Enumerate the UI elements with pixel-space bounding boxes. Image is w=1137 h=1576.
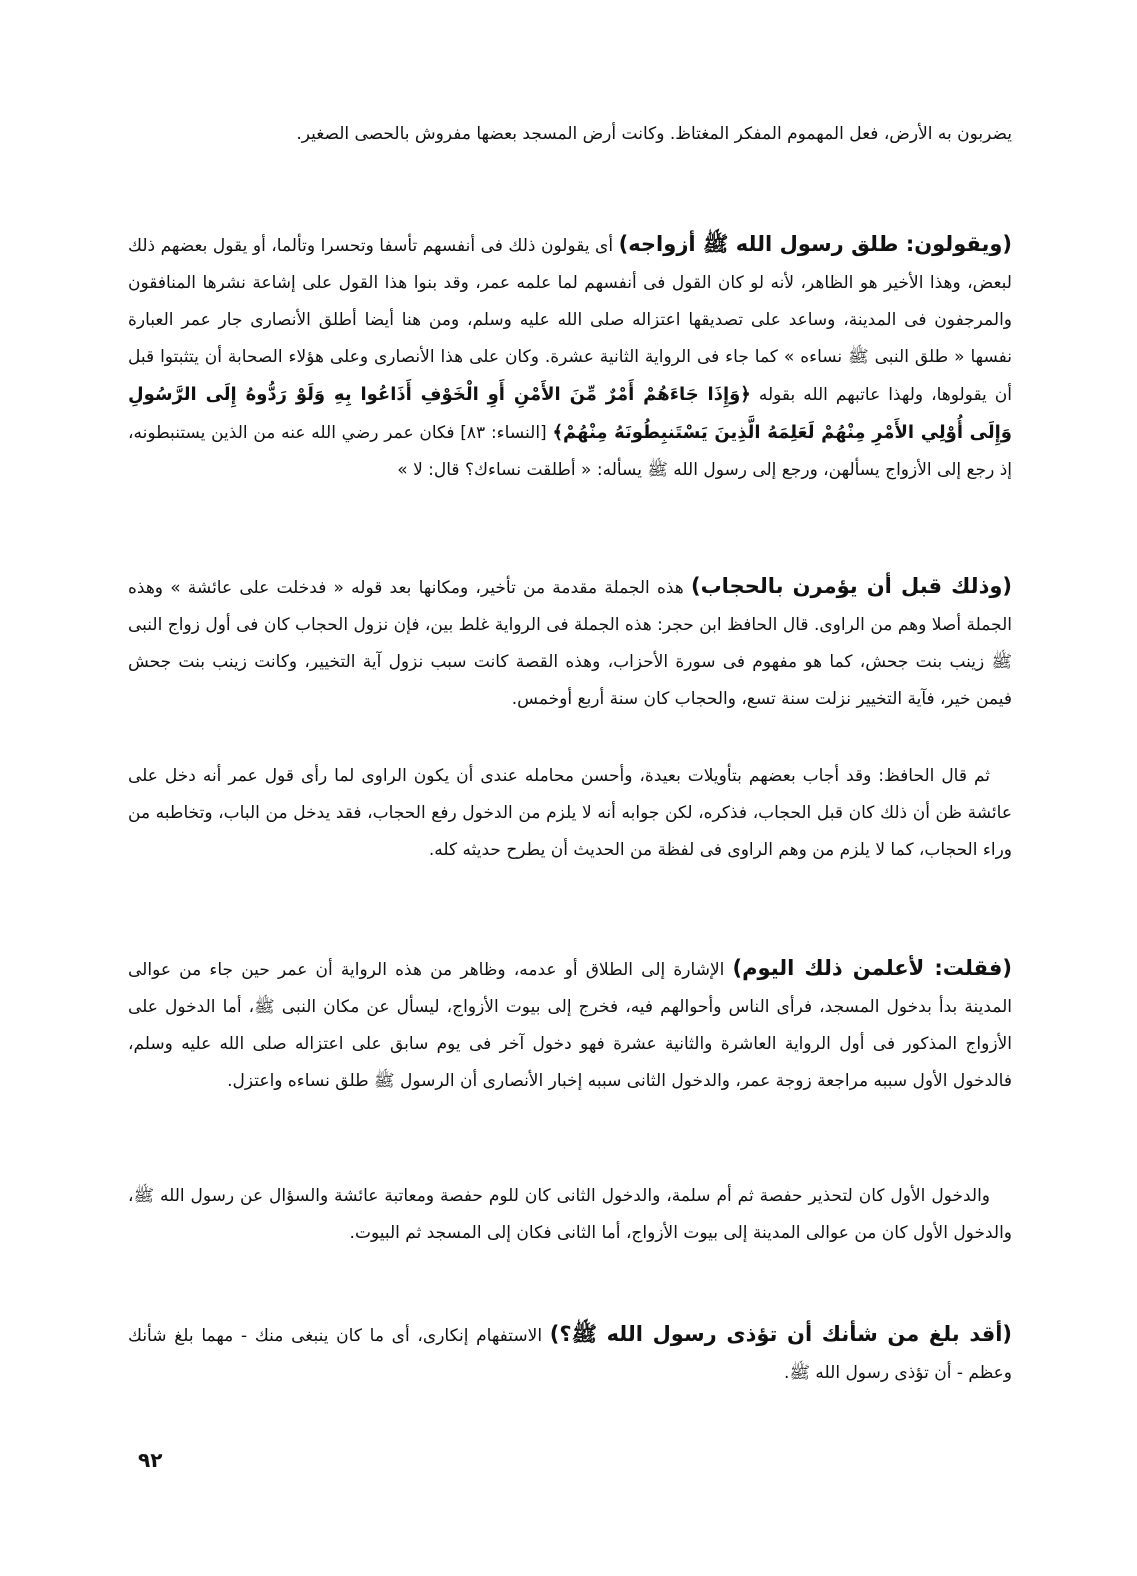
paragraph-text: الاستفهام إنكارى، أى ما كان ينبغى منك - مهما بلغ شأنك وعظم - أن تؤذى رسول الله ﷺ. — [128, 1326, 1012, 1383]
paragraph-hijab — [128, 568, 1012, 718]
paragraph-continuation — [128, 116, 1012, 153]
paragraph-text: ثم قال الحافظ: وقد أجاب بعضهم بتأويلات بعيدة، وأحسن محامله عندى أن يكون الراوى لما رأى قول عمر أنه دخل على عائشة ظن أن ذلك كان قبل الحجاب، فذكره، لكن جوابه أنه لا يلزم من الدخول رفع الحجاب، فقد يدخل من الباب، وتخاطبه من وراء الحجاب، كما لا يلزم من وهم الراوى فى لفظة من الحديث أن يطرح حديثه كله. — [128, 766, 1012, 860]
paragraph-text: أى يقولون ذلك فى أنفسهم تأسفا وتحسرا وتألما، أو يقول بعضهم ذلك لبعض، وهذا الأخير هو الظاهر، لأنه لو كان القول فى أنفسهم لما علمه عمر، وقد بنوا هذا القول على إشاعة نشرها المنافقون والمرجفون فى المدينة، وساعد على تصديقها اعتزاله صلى الله عليه وسلم، ومن هنا أيضا أطلق الأنصارى جار عمر العبارة نفسها « طلق النبى ﷺ نساءه » كما جاء فى الرواية الثانية عشرة. وكان على هذا الأنصارى وعلى هؤلاء الصحابة أن يتثبتوا قبل أن يقولوها، ولهذا عاتبهم الله بقوله — [128, 236, 1012, 405]
paragraph-entries — [128, 1178, 1012, 1252]
paragraph-text-tail: [النساء: ٨٣] فكان عمر رضي الله عنه من الذين يستنبطونه، إذ رجع إلى الأزواج يسألهن، ورجع إلى رسول الله ﷺ يسأله: « أطلقت نساءك؟ قال: لا » — [128, 423, 1012, 480]
paragraph-heading: (ويقولون: طلق رسول الله ﷺ أزواجه) — [618, 232, 1013, 256]
paragraph-divorce-rumor — [128, 226, 1012, 489]
page-number: ٩٢ — [138, 1448, 163, 1472]
paragraph-today — [128, 950, 1012, 1100]
quran-verse: ﴿وَإِذَا جَاءَهُمْ أَمْرٌ مِّنَ الأَمْنِ أَوِ الْخَوْفِ أَذَاعُوا بِهِ وَلَوْ رَدُّوهُ إِلَى الرَّسُولِ وَإِلَى أُوْلِي الأَمْرِ مِنْهُمْ لَعَلِمَهُ الَّذِينَ يَسْتَنبِطُونَهُ مِنْهُمْ﴾ — [128, 384, 1012, 443]
paragraph-text: هذه الجملة مقدمة من تأخير، ومكانها بعد قوله « فدخلت على عائشة » وهذه الجملة أصلا وهم من الراوى. قال الحافظ ابن حجر: هذه الجملة فى الرواية غلط بين، فإن نزول الحجاب كان فى أول زواج النبى ﷺ زينب بنت جحش، كما هو مفهوم فى سورة الأحزاب، وهذه القصة كانت سبب نزول آية التخيير، وكانت زينب بنت جحش فيمن خير، فآية التخيير نزلت سنة تسع، والحجاب كان سنة أربع أوخمس. — [128, 578, 1012, 709]
paragraph-text: يضربون به الأرض، فعل المهموم المفكر المغتاظ. وكانت أرض المسجد بعضها مفروش بالحصى الصغير. — [296, 124, 1012, 144]
paragraph-question — [128, 1316, 1012, 1392]
paragraph-heading: (وذلك قبل أن يؤمرن بالحجاب) — [690, 574, 1012, 598]
paragraph-text: الإشارة إلى الطلاق أو عدمه، وظاهر من هذه الرواية أن عمر حين جاء من عوالى المدينة بدأ بدخول المسجد، فرأى الناس وأحوالهم فيه، فخرج إلى بيوت الأزواج، ليسأل عن مكان النبى ﷺ، أما الدخول على الأزواج المذكور فى أول الرواية العاشرة والثانية عشرة فهو دخول آخر فى يوم سابق على اعتزاله صلى الله عليه وسلم، فالدخول الأول سببه مراجعة زوجة عمر، والدخول الثانى سببه إخبار الأنصارى أن الرسول ﷺ طلق نساءه واعتزل. — [128, 960, 1012, 1091]
paragraph-heading: (أقد بلغ من شأنك أن تؤذى رسول الله ﷺ؟) — [549, 1322, 1012, 1346]
paragraph-hafiz — [128, 758, 1012, 869]
paragraph-text: والدخول الأول كان لتحذير حفصة ثم أم سلمة، والدخول الثانى كان للوم حفصة ومعاتبة عائشة والسؤال عن رسول الله ﷺ، والدخول الأول كان من عوالى المدينة إلى بيوت الأزواج، أما الثانى فكان إلى المسجد ثم البيوت. — [128, 1186, 1012, 1243]
paragraph-heading: (فقلت: لأعلمن ذلك اليوم) — [732, 956, 1013, 980]
